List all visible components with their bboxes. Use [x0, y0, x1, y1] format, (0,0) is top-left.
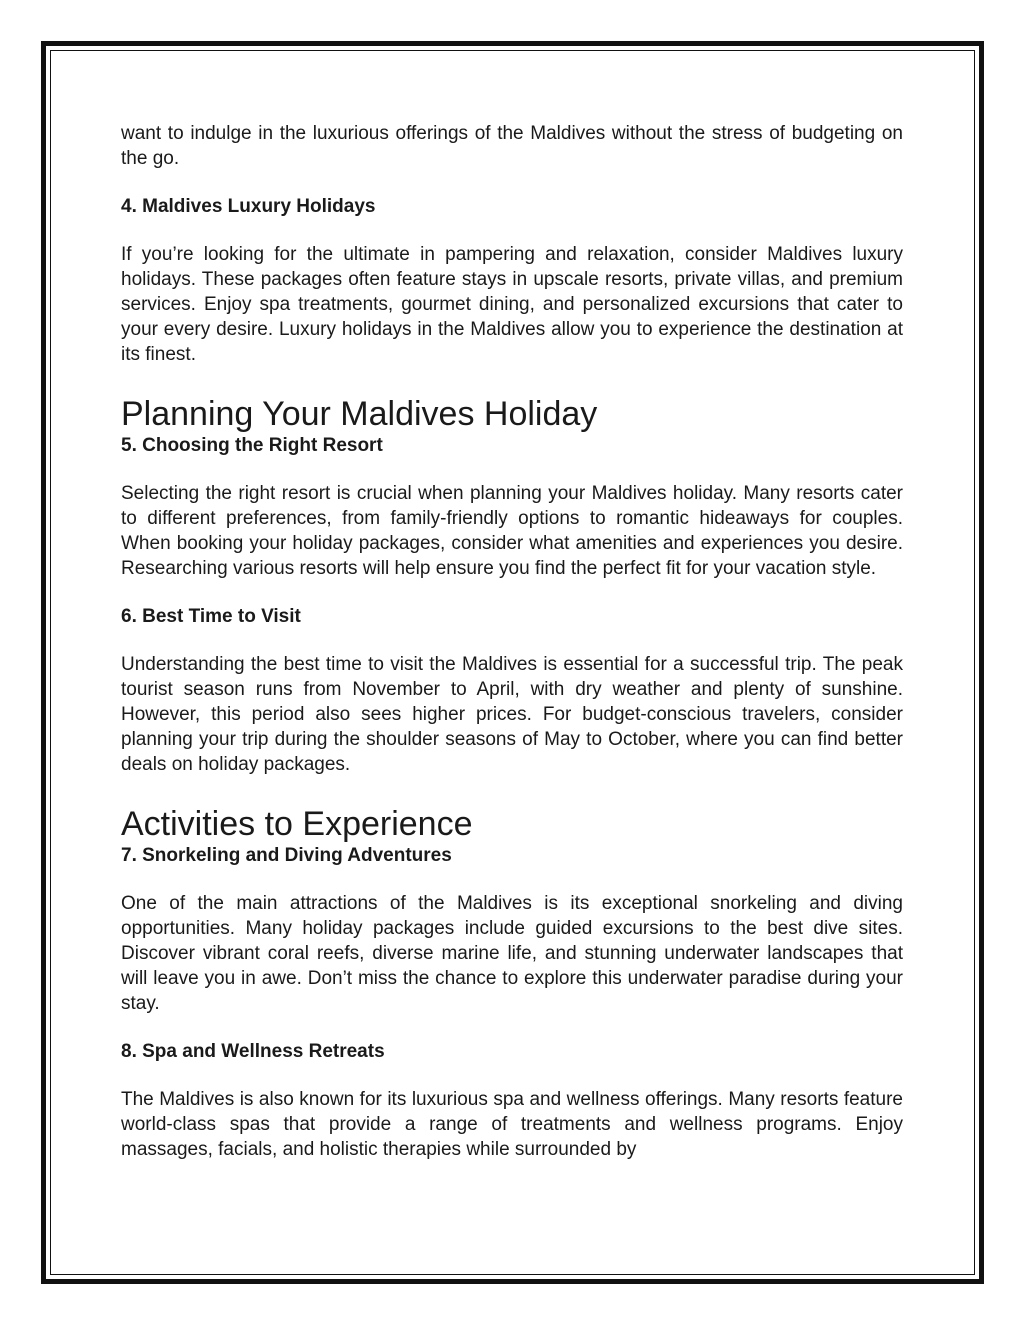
activities-section-title: Activities to Experience	[121, 805, 473, 843]
section-6-paragraph: Understanding the best time to visit the Maldives is essential for a successful trip. The peak tourist season runs from November to April, with dry weather and plenty of sunshine. However, this period also sees higher prices. For budget-conscious travelers, consider planning your trip during the shoulder seasons of May to October, where you can find better deals on holiday packages.	[121, 654, 903, 775]
section-7-paragraph: One of the main attractions of the Maldives is its exceptional snorkeling and diving opportunities. Many holiday packages include guided excursions to the best dive sites. Discover vibrant coral reefs, diverse marine life, and stunning underwater landscapes that will leave you in awe. Don’t miss the chance to explore this underwater paradise during your stay.	[121, 893, 903, 1014]
section-4-paragraph: If you’re looking for the ultimate in pampering and relaxation, consider Maldives luxury holidays. These packages often feature stays in upscale resorts, private villas, and premium services. Enjoy spa treatments, gourmet dining, and personalized excursions that cater to your every desire. Luxury holidays in the Maldives allow you to experience the destination at its finest.	[121, 244, 903, 365]
section-8-paragraph: The Maldives is also known for its luxurious spa and wellness offerings. Many resorts feature world-class spas that provide a range of treatments and wellness programs. Enjoy massages, facials, and holistic therapies while surrounded by	[121, 1089, 903, 1160]
intro-paragraph: want to indulge in the luxurious offerings of the Maldives without the stress of budgeting on the go.	[121, 123, 903, 169]
document-body	[121, 121, 903, 1185]
section-4-heading: 4. Maldives Luxury Holidays	[121, 196, 376, 217]
section-7-heading: 7. Snorkeling and Diving Adventures	[121, 845, 452, 866]
section-5-heading: 5. Choosing the Right Resort	[121, 435, 383, 456]
section-6-heading: 6. Best Time to Visit	[121, 606, 301, 627]
section-8-heading: 8. Spa and Wellness Retreats	[121, 1041, 385, 1062]
planning-section-title: Planning Your Maldives Holiday	[121, 395, 598, 433]
section-5-paragraph: Selecting the right resort is crucial when planning your Maldives holiday. Many resorts cater to different preferences, from family-friendly options to romantic hideaways for couples. When booking your holiday packages, consider what amenities and experiences you desire. Researching various resorts will help ensure you find the perfect fit for your vacation style.	[121, 483, 903, 579]
